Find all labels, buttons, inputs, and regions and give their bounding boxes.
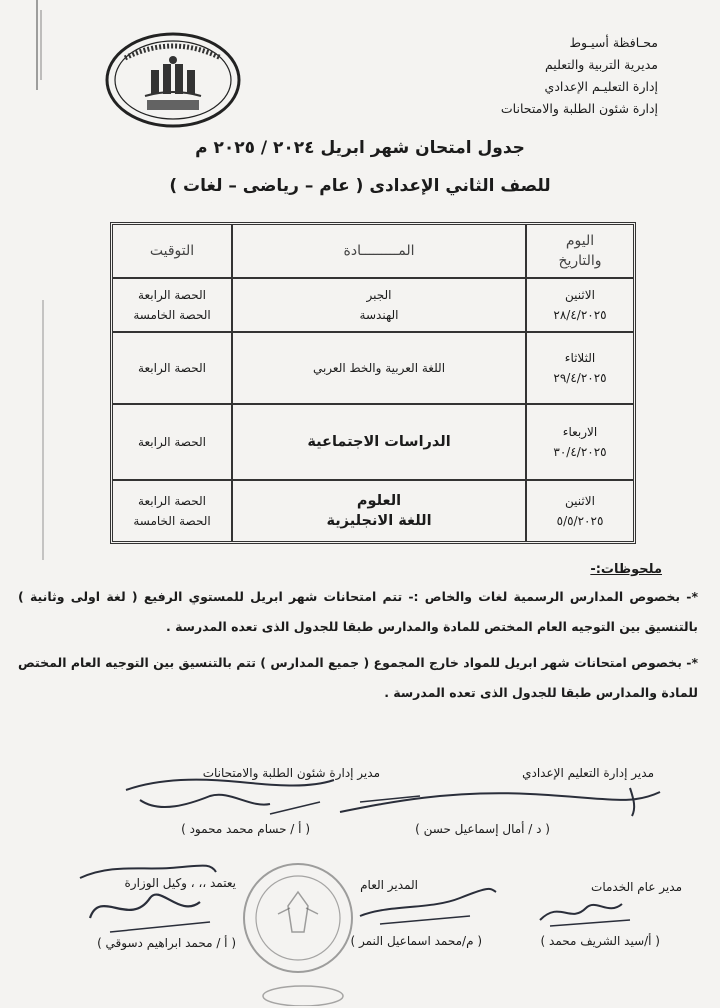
- subject-name: الدراسات الاجتماعية: [307, 434, 451, 450]
- time-header: التوقيت: [149, 243, 195, 259]
- deputy-minister-name: ( أ / محمد ابراهيم دسوقي ): [97, 936, 236, 950]
- table-row: [113, 333, 633, 405]
- signature-exams-manager: [120, 774, 340, 824]
- services-manager-name: ( أ/سيد الشريف محمد ): [540, 934, 660, 948]
- official-stamp: [238, 858, 358, 978]
- day-cell: [525, 405, 633, 479]
- table-header-row: [113, 225, 633, 279]
- period-name: الحصة الرابعة: [138, 288, 206, 302]
- table-row: [113, 481, 633, 541]
- binding-mark: [40, 10, 42, 80]
- binding-mark: [36, 0, 38, 90]
- time-cell: [113, 405, 231, 479]
- document-subtitle: للصف الثاني الإعدادى ( عام – رياضى – لغات ): [169, 176, 551, 196]
- day-name: الاثنين: [565, 494, 595, 508]
- notes-title: ملحوظات:-: [590, 562, 662, 577]
- period-name: الحصة الرابعة: [138, 361, 206, 375]
- signature-deputy-minister: [70, 858, 220, 938]
- prep-manager-name: ( د / أمال إسماعيل حسن ): [415, 822, 550, 836]
- period-name: الحصة الرابعة: [138, 435, 206, 449]
- note-paragraph: *- بخصوص المدارس الرسمية لغات والخاص :- تتم امتحانات شهر ابريل للمستوي الرفيع ( لغة اولى وثانية ) بالتنسيق بين التوجيه العام المختص للمادة والمدارس طبقا للجدول الذى تعده المدرسة .: [18, 589, 698, 634]
- table-row: [113, 405, 633, 481]
- signature-services-manager: [530, 890, 640, 930]
- subject-name: اللغة العربية والخط العربي: [312, 361, 446, 375]
- subject-name: العلوم: [356, 493, 402, 509]
- subject-cell: [231, 333, 525, 403]
- day-name: الاثنين: [565, 288, 595, 302]
- subject-name: اللغة الانجليزية: [326, 513, 432, 529]
- directorate-logo: [103, 30, 243, 130]
- period-name: الحصة الخامسة: [133, 514, 211, 528]
- note-paragraph: *- بخصوص امتحانات شهر ابريل للمواد خارج المجموع ( جميع المدارس ) تتم بالتنسيق بين التوجيه العام المختص للمادة والمدارس طبقا للجدول الذى تعده المدرسة .: [18, 655, 698, 700]
- time-cell: [113, 279, 231, 331]
- administration-name: إدارة التعليـم الإعدادي: [544, 79, 658, 94]
- subject-cell: [231, 405, 525, 479]
- day-name: الاربعاء: [562, 425, 598, 439]
- deputy-minister-title: يعتمد ،، ، وكيل الوزارة: [124, 876, 236, 890]
- time-cell: [113, 481, 231, 541]
- services-manager-title: مدير عام الخدمات: [591, 880, 682, 894]
- day-cell: [525, 333, 633, 403]
- general-manager-title: المدير العام: [360, 878, 418, 892]
- directorate-name: مديرية التربية والتعليم: [544, 57, 658, 72]
- subject-name: الهندسة: [359, 308, 399, 322]
- day-name: الثلاثاء: [564, 351, 596, 365]
- period-name: الحصة الرابعة: [138, 494, 206, 508]
- table-row: [113, 279, 633, 333]
- general-manager-name: ( م/محمد اسماعيل النمر ): [350, 934, 482, 948]
- signature-general-manager: [350, 880, 500, 930]
- date-header: والتاريخ: [558, 253, 602, 269]
- signature-prep-manager: [330, 782, 670, 822]
- department-name: إدارة شئون الطلبة والامتحانات: [500, 101, 658, 116]
- day-header: اليوم: [565, 233, 595, 249]
- subject-cell: [231, 481, 525, 541]
- time-cell: [113, 333, 231, 403]
- subject-header: المـــــــــادة: [231, 225, 525, 277]
- document-title: جدول امتحان شهر ابريل ٢٠٢٤ / ٢٠٢٥ م: [195, 138, 525, 158]
- exam-date: ٣٠/٤/٢٠٢٥: [553, 445, 607, 459]
- binding-mark: [42, 300, 44, 560]
- subject-name: الجبر: [366, 288, 392, 302]
- header-block: [398, 32, 658, 120]
- exam-date: ٥/٥/٢٠٢٥: [556, 514, 604, 528]
- period-name: الحصة الخامسة: [133, 308, 211, 322]
- round-stamp-small: [258, 982, 348, 1006]
- subject-cell: [231, 279, 525, 331]
- exam-schedule-table: [110, 222, 636, 544]
- day-cell: [525, 481, 633, 541]
- prep-manager-title: مدير إدارة التعليم الإعدادي: [522, 766, 654, 780]
- governorate-name: محـافظة أسيـوط: [569, 35, 658, 50]
- exam-date: ٢٨/٤/٢٠٢٥: [553, 308, 607, 322]
- exams-manager-title: مدير إدارة شئون الطلبة والامتحانات: [202, 766, 380, 780]
- exams-manager-name: ( أ / حسام محمد محمود ): [181, 822, 310, 836]
- exam-date: ٢٩/٤/٢٠٢٥: [553, 371, 607, 385]
- day-date-header: [525, 225, 633, 277]
- day-cell: [525, 279, 633, 331]
